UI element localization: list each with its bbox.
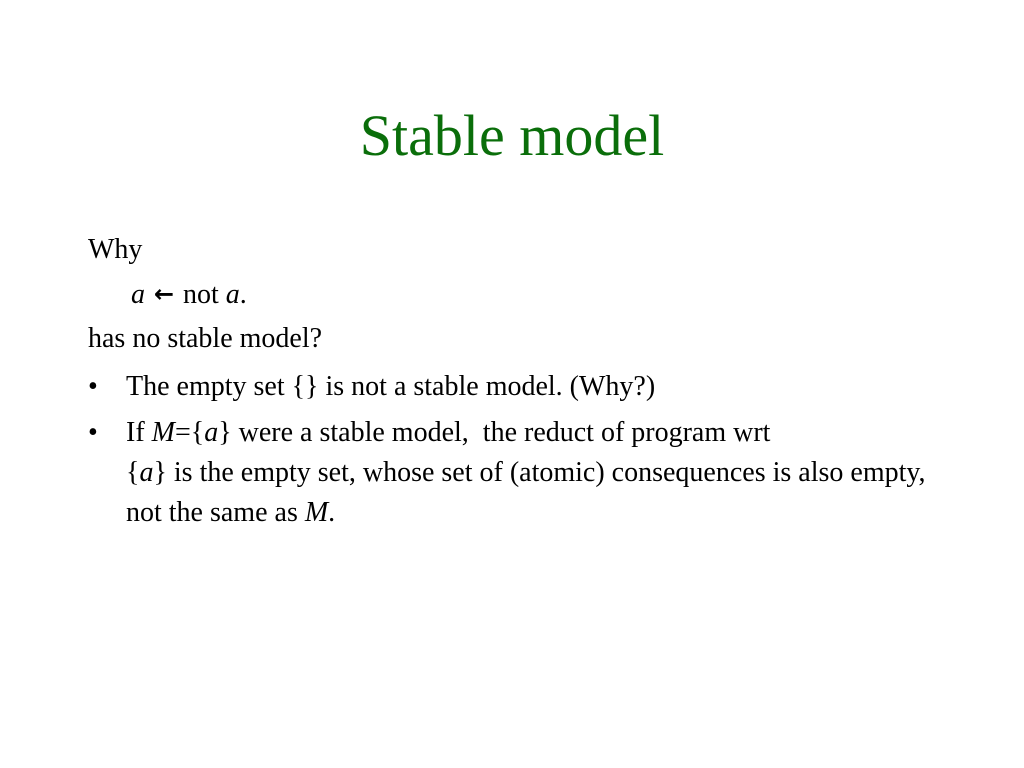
bullet-2-M-end: M xyxy=(304,497,329,528)
bullet-1-text: The empty set {} is not a stable model. (Why?) xyxy=(126,371,656,402)
question-line: has no stable model? xyxy=(88,323,323,354)
left-arrow-icon: ← xyxy=(153,280,175,308)
bullet-2-period: . xyxy=(328,497,336,528)
slide-title: Stable model xyxy=(359,103,665,168)
rule-body-atom: a xyxy=(225,279,240,310)
bullet-2-text2: } is the empty set, whose set of (atomic) consequences is also empty, not the same as xyxy=(126,457,926,528)
rule-period: . xyxy=(239,279,247,310)
bullet-item-2 xyxy=(88,413,958,533)
slide-body xyxy=(88,228,958,533)
bullet-marker: • xyxy=(88,417,98,448)
bullet-2-M: M xyxy=(151,417,175,448)
why-line: Why xyxy=(88,234,143,265)
bullet-2-if: If xyxy=(126,417,145,448)
bullet-item-1 xyxy=(88,367,958,407)
rule-head: a xyxy=(131,279,145,310)
bullet-2-text1: } were a stable model, the reduct of program wrt xyxy=(218,417,771,448)
rule-not: not xyxy=(183,279,219,310)
bullet-2-a2: a xyxy=(139,457,154,488)
bullet-2-brace-open: { xyxy=(126,457,140,488)
rule-line xyxy=(88,272,958,317)
bullet-2-eq-open: ={ xyxy=(174,417,205,448)
bullet-marker: • xyxy=(88,371,98,402)
bullet-2-a1: a xyxy=(204,417,219,448)
